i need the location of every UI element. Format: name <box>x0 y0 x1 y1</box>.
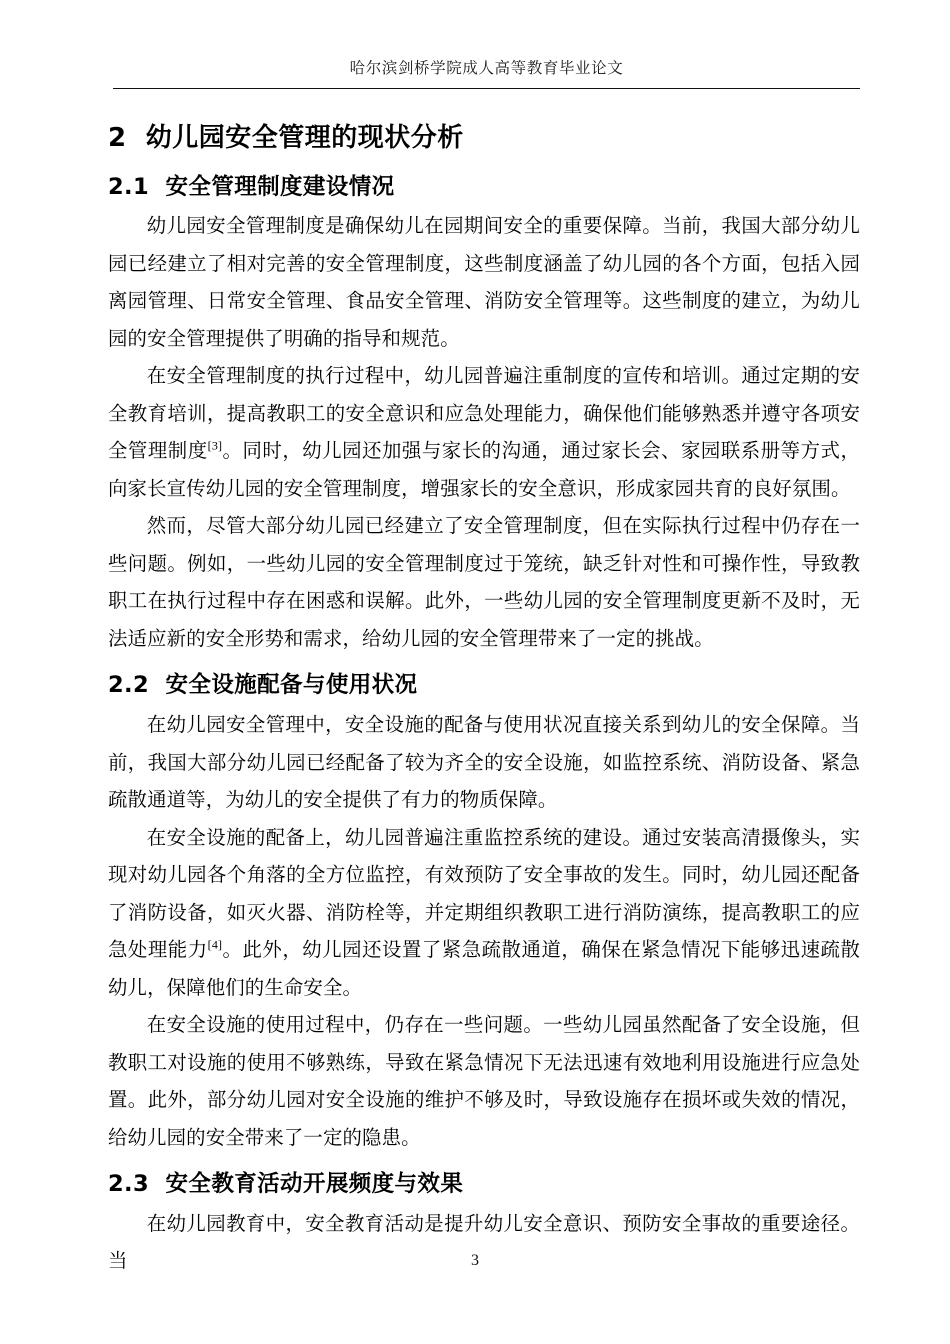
paragraph-3: 然而，尽管大部分幼儿园已经建立了安全管理制度，但在实际执行过程中仍存在一些问题。例如，一些幼儿园的安全管理制度过于笼统，缺乏针对性和可操作性，导致教职工在执行过程中存在困惑和误解。此外，一些幼儿园的安全管理制度更新不及时，无法适应新的安全形势和需求，给幼儿园的安全管理带来了一定的挑战。 <box>108 516 860 650</box>
header-divider-rule <box>113 88 860 89</box>
paragraph-5-text-after-citation: 。此外，幼儿园还设置了紧急疏散通道，确保在紧急情况下能够迅速疏散幼儿，保障他们的生命安全。 <box>108 940 860 999</box>
citation-marker-3: [3] <box>207 438 223 453</box>
paragraph-5 <box>108 820 860 1008</box>
running-header <box>113 58 860 80</box>
section-heading-2: 2 幼儿园安全管理的现状分析 <box>108 123 464 153</box>
page-footer <box>0 1252 950 1270</box>
paragraph-2-text-before-citation: 在安全管理制度的执行过程中，幼儿园普遍注重制度的宣传和培训。通过定期的安全教育培训，提高教职工的安全意识和应急处理能力，确保他们能够熟悉并遵守各项安全管理制度 <box>108 366 860 463</box>
paragraph-6: 在安全设施的使用过程中，仍存在一些问题。一些幼儿园虽然配备了安全设施，但教职工对设施的使用不够熟练，导致在紧急情况下无法迅速有效地利用设施进行应急处置。此外，部分幼儿园对安全设施的维护不够及时，导致设施存在损坏或失效的情况，给幼儿园的安全带来了一定的隐患。 <box>108 1015 860 1149</box>
citation-marker-4: [4] <box>207 937 223 952</box>
section-heading-2-3: 2.3 安全教育活动开展频度与效果 <box>108 1171 464 1198</box>
paragraph-1: 幼儿园安全管理制度是确保幼儿在园期间安全的重要保障。当前，我国大部分幼儿园已经建立了相对完善的安全管理制度，这些制度涵盖了幼儿园的各个方面，包括入园离园管理、日常安全管理、食品安全管理、消防安全管理等。这些制度的建立，为幼儿园的安全管理提供了明确的指导和规范。 <box>108 216 860 350</box>
paragraph-7: 在幼儿园教育中，安全教育活动是提升幼儿安全意识、预防安全事故的重要途径。当 <box>108 1213 860 1273</box>
running-header-title: 哈尔滨剑桥学院成人高等教育毕业论文 <box>349 60 624 77</box>
section-heading-2-1: 2.1 安全管理制度建设情况 <box>108 173 395 200</box>
paragraph-5-text-before-citation: 在安全设施的配备上，幼儿园普遍注重监控系统的建设。通过安装高清摄像头，实现对幼儿园各个角落的全方位监控，有效预防了安全事故的发生。同时，幼儿园还配备了消防设备，如灭火器、消防栓等，并定期组织教职工进行消防演练，提高教职工的应急处理能力 <box>108 827 860 962</box>
paragraph-2-text-after-citation: 。同时，幼儿园还加强与家长的沟通，通过家长会、家园联系册等方式，向家长宣传幼儿园的安全管理制度，增强家长的安全意识，形成家园共育的良好氛围。 <box>108 441 860 500</box>
paragraph-2 <box>108 358 860 508</box>
paragraph-4: 在幼儿园安全管理中，安全设施的配备与使用状况直接关系到幼儿的安全保障。当前，我国大部分幼儿园已经配备了较为齐全的安全设施，如监控系统、消防设备、紧急疏散通道等，为幼儿的安全提供了有力的物质保障。 <box>108 715 860 812</box>
document-body <box>108 110 860 1281</box>
section-heading-2-2: 2.2 安全设施配备与使用状况 <box>108 672 418 699</box>
page-number: 3 <box>471 1252 479 1269</box>
